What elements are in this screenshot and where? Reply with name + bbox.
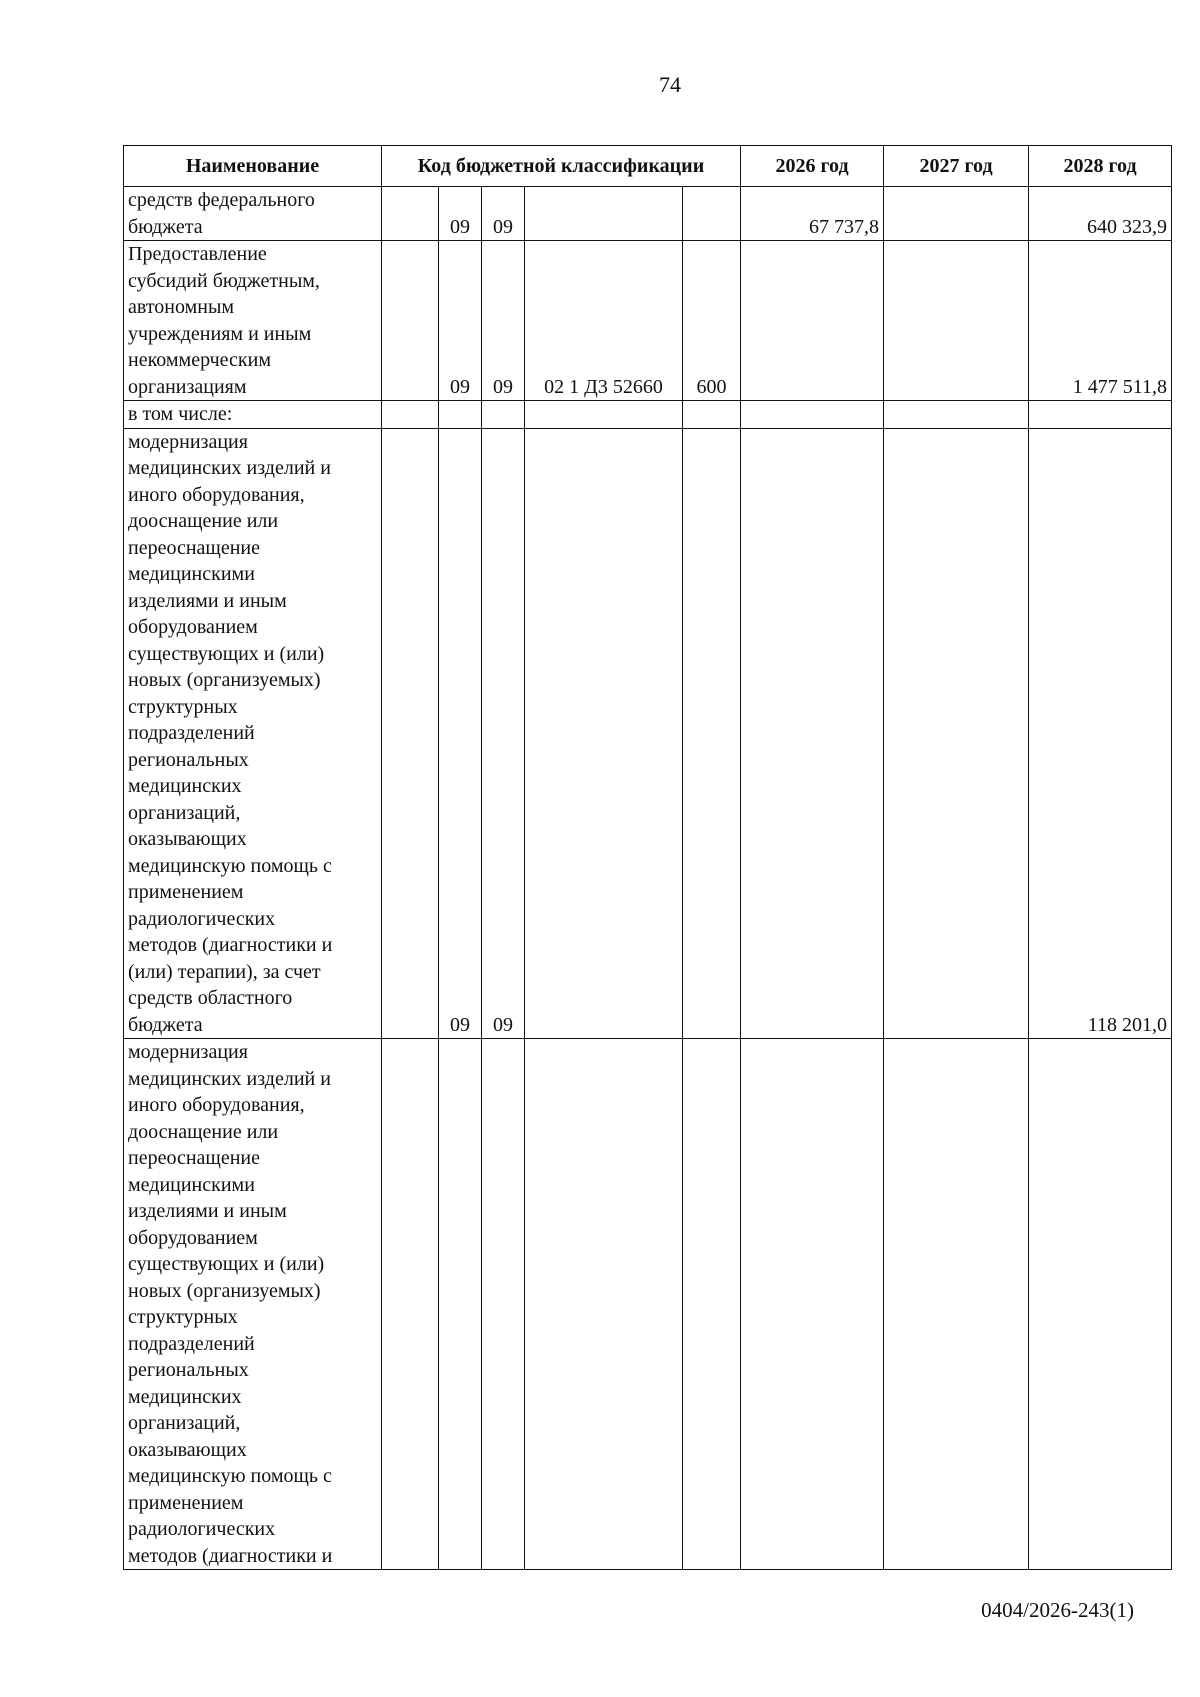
table-row — [124, 401, 1172, 429]
cell-c5 — [683, 187, 741, 241]
cell-name: модернизация медицинских изделий и иного оборудования, дооснащение или переоснащение медицинскими изделиями и иным оборудованием существующих и (или) новых (организуемых) структурных подразделений региональных медицинских организаций, оказывающих медицинскую помощь с применением радиологических методов (диагностики и — [124, 1039, 382, 1570]
cell-y2028: 640 323,9 — [1029, 187, 1172, 241]
header-name: Наименование — [124, 146, 382, 187]
cell-y2026 — [741, 1039, 884, 1570]
cell-y2026 — [741, 428, 884, 1039]
cell-c1 — [382, 401, 439, 429]
table-row — [124, 241, 1172, 401]
header-2026: 2026 год — [741, 146, 884, 187]
table-row — [124, 428, 1172, 1039]
cell-y2027 — [884, 241, 1029, 401]
cell-y2027 — [884, 401, 1029, 429]
cell-c1 — [382, 428, 439, 1039]
cell-name: Предоставление субсидий бюджетным, автономным учреждениям и иным некоммерческим организациям — [124, 241, 382, 401]
header-2028: 2028 год — [1029, 146, 1172, 187]
cell-c3: 09 — [482, 428, 525, 1039]
cell-y2026 — [741, 241, 884, 401]
cell-name: средств федерального бюджета — [124, 187, 382, 241]
cell-c3 — [482, 401, 525, 429]
cell-y2027 — [884, 187, 1029, 241]
cell-y2028 — [1029, 401, 1172, 429]
cell-y2027 — [884, 1039, 1029, 1570]
cell-c1 — [382, 187, 439, 241]
page-number: 74 — [659, 72, 681, 97]
cell-y2028 — [1029, 1039, 1172, 1570]
cell-c3: 09 — [482, 187, 525, 241]
cell-name: в том числе: — [124, 401, 382, 429]
cell-c3 — [482, 1039, 525, 1570]
cell-c2: 09 — [439, 428, 482, 1039]
cell-c1 — [382, 241, 439, 401]
cell-c4 — [525, 187, 683, 241]
cell-c2 — [439, 1039, 482, 1570]
cell-c4: 02 1 Д3 52660 — [525, 241, 683, 401]
header-code: Код бюджетной классификации — [382, 146, 741, 187]
budget-table — [123, 145, 1172, 1570]
cell-c5: 600 — [683, 241, 741, 401]
cell-c1 — [382, 1039, 439, 1570]
cell-c4 — [525, 401, 683, 429]
cell-y2026: 67 737,8 — [741, 187, 884, 241]
cell-c3: 09 — [482, 241, 525, 401]
cell-y2027 — [884, 428, 1029, 1039]
table-header-row — [124, 146, 1172, 187]
cell-c4 — [525, 428, 683, 1039]
document-code: 0404/2026-243(1) — [981, 1598, 1134, 1622]
cell-y2026 — [741, 401, 884, 429]
cell-c2 — [439, 401, 482, 429]
cell-name: модернизация медицинских изделий и иного оборудования, дооснащение или переоснащение медицинскими изделиями и иным оборудованием существующих и (или) новых (организуемых) структурных подразделений региональных медицинских организаций, оказывающих медицинскую помощь с применением радиологических методов (диагностики и (или) терапии), за счет средств областного бюджета — [124, 428, 382, 1039]
cell-c2: 09 — [439, 241, 482, 401]
cell-c4 — [525, 1039, 683, 1570]
cell-c5 — [683, 428, 741, 1039]
cell-c5 — [683, 1039, 741, 1570]
table-row — [124, 1039, 1172, 1570]
cell-c2: 09 — [439, 187, 482, 241]
header-2027: 2027 год — [884, 146, 1029, 187]
table-row — [124, 187, 1172, 241]
cell-c5 — [683, 401, 741, 429]
cell-y2028: 118 201,0 — [1029, 428, 1172, 1039]
cell-y2028: 1 477 511,8 — [1029, 241, 1172, 401]
